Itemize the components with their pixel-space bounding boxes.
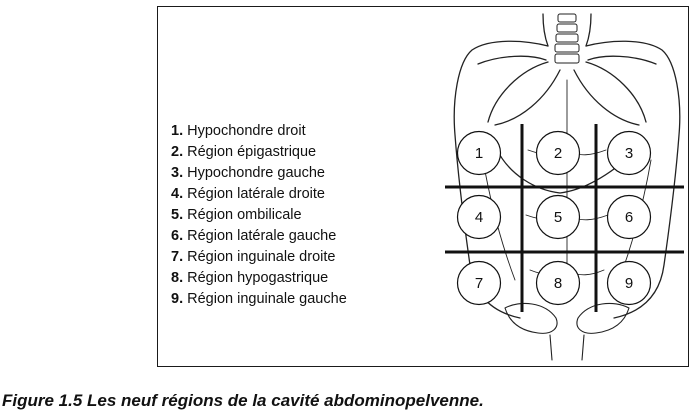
legend-label: Région inguinale droite xyxy=(187,249,336,265)
legend-label: Région inguinale gauche xyxy=(187,291,347,307)
legend-number: 7. xyxy=(171,249,184,265)
legend-number: 3. xyxy=(171,165,184,181)
region-legend xyxy=(171,121,431,310)
legend-label: Région ombilicale xyxy=(187,207,302,223)
legend-number: 2. xyxy=(171,144,184,160)
legend-number: 8. xyxy=(171,270,184,286)
legend-number: 9. xyxy=(171,291,184,307)
legend-number: 6. xyxy=(171,228,184,244)
legend-item-4 xyxy=(171,184,431,205)
legend-number: 4. xyxy=(171,186,184,202)
legend-label: Région latérale gauche xyxy=(187,228,337,244)
legend-item-5 xyxy=(171,205,431,226)
region-label-6: 6 xyxy=(624,209,634,226)
region-label-2: 2 xyxy=(553,145,563,162)
legend-item-8 xyxy=(171,268,431,289)
legend-number: 1. xyxy=(171,123,184,139)
region-label-9: 9 xyxy=(624,275,634,292)
legend-item-1 xyxy=(171,121,431,142)
legend-item-2 xyxy=(171,142,431,163)
legend-item-9 xyxy=(171,289,431,310)
legend-number: 5. xyxy=(171,207,184,223)
spine xyxy=(555,14,579,63)
region-label-7: 7 xyxy=(474,275,484,292)
legend-item-6 xyxy=(171,226,431,247)
legend-label: Région hypogastrique xyxy=(187,270,329,286)
legend-item-3 xyxy=(171,163,431,184)
region-label-5: 5 xyxy=(553,209,563,226)
torso-illustration xyxy=(430,8,685,365)
region-label-4: 4 xyxy=(474,209,484,226)
legend-label: Région latérale droite xyxy=(187,186,325,202)
region-label-1: 1 xyxy=(474,145,484,162)
legend-item-7 xyxy=(171,247,431,268)
region-label-8: 8 xyxy=(553,275,563,292)
legend-label: Hypochondre droit xyxy=(187,123,306,139)
legend-label: Région épigastrique xyxy=(187,144,317,160)
figure-caption: Figure 1.5 Les neuf régions de la cavité abdominopelvenne. xyxy=(2,391,484,410)
region-label-3: 3 xyxy=(624,145,634,162)
legend-label: Hypochondre gauche xyxy=(187,165,325,181)
